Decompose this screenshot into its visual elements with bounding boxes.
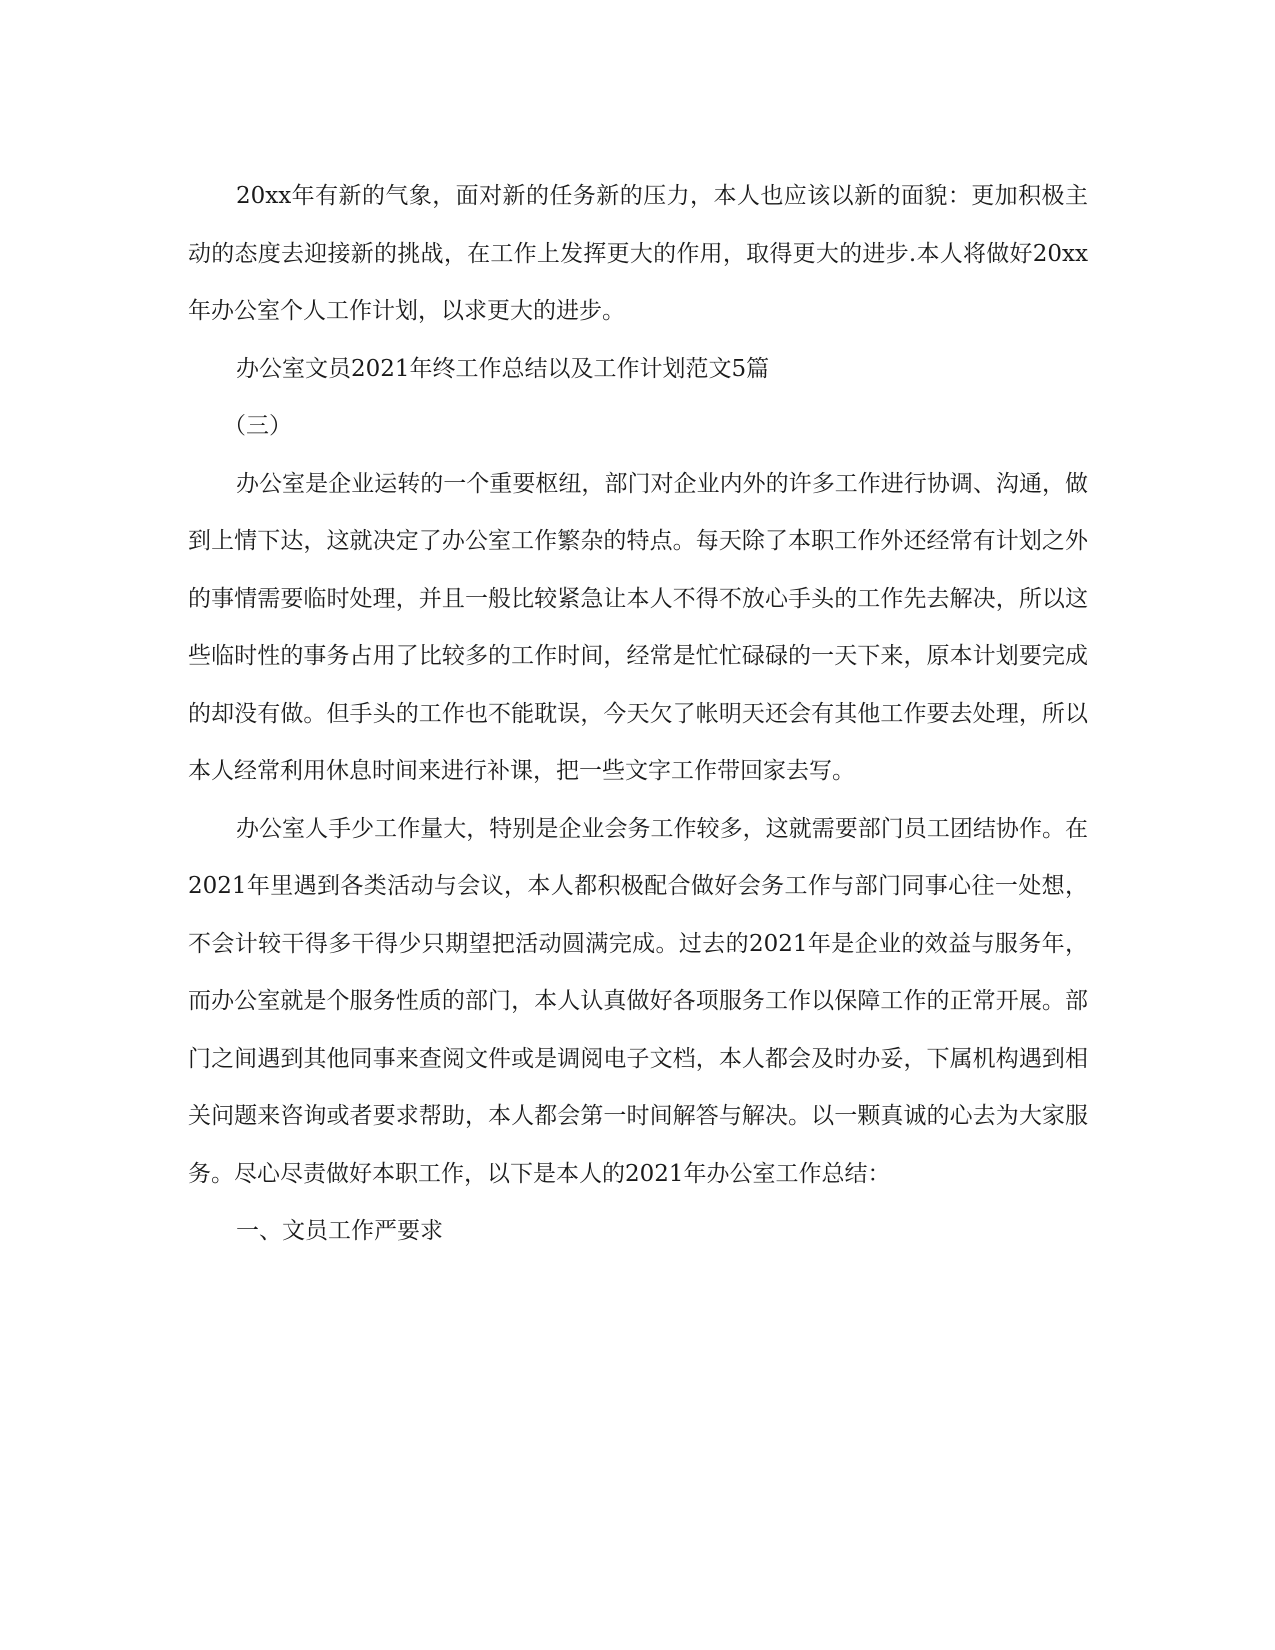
paragraph-teamwork: 办公室人手少工作量大，特别是企业会务工作较多，这就需要部门员工团结协作。在2021年里遇到各类活动与会议，本人都积极配合做好会务工作与部门同事心往一处想，不会计较干得多干得少只期望把活动圆满完成。过去的2021年是企业的效益与服务年，而办公室就是个服务性质的部门，本人认真做好各项服务工作以保障工作的正常开展。部门之间遇到其他同事来查阅文件或是调阅电子文档，本人都会及时办妥，下属机构遇到相关问题来咨询或者要求帮助，本人都会第一时间解答与解决。以一颗真诚的心去为大家服务。尽心尽责做好本职工作，以下是本人的2021年办公室工作总结： (188, 815, 1088, 1187)
document-body (188, 168, 1088, 1261)
section-heading-clerk-work: 一、文员工作严要求 (236, 1218, 443, 1244)
paragraph-intro: 20xx年有新的气象，面对新的任务新的压力，本人也应该以新的面貌：更加积极主动的态度去迎接新的挑战，在工作上发挥更大的作用，取得更大的进步.本人将做好20xx年办公室个人工作计划，以求更大的进步。 (188, 183, 1088, 324)
document-heading: 办公室文员2021年终工作总结以及工作计划范文5篇 (236, 355, 770, 382)
section-number: （三） (223, 413, 292, 439)
paragraph-office-hub: 办公室是企业运转的一个重要枢纽，部门对企业内外的许多工作进行协调、沟通，做到上情下达，这就决定了办公室工作繁杂的特点。每天除了本职工作外还经常有计划之外的事情需要临时处理，并且一般比较紧急让本人不得不放心手头的工作先去解决，所以这些临时性的事务占用了比较多的工作时间，经常是忙忙碌碌的一天下来，原本计划要完成的却没有做。但手头的工作也不能耽误，今天欠了帐明天还会有其他工作要去处理，所以本人经常利用休息时间来进行补课，把一些文字工作带回家去写。 (188, 470, 1088, 784)
